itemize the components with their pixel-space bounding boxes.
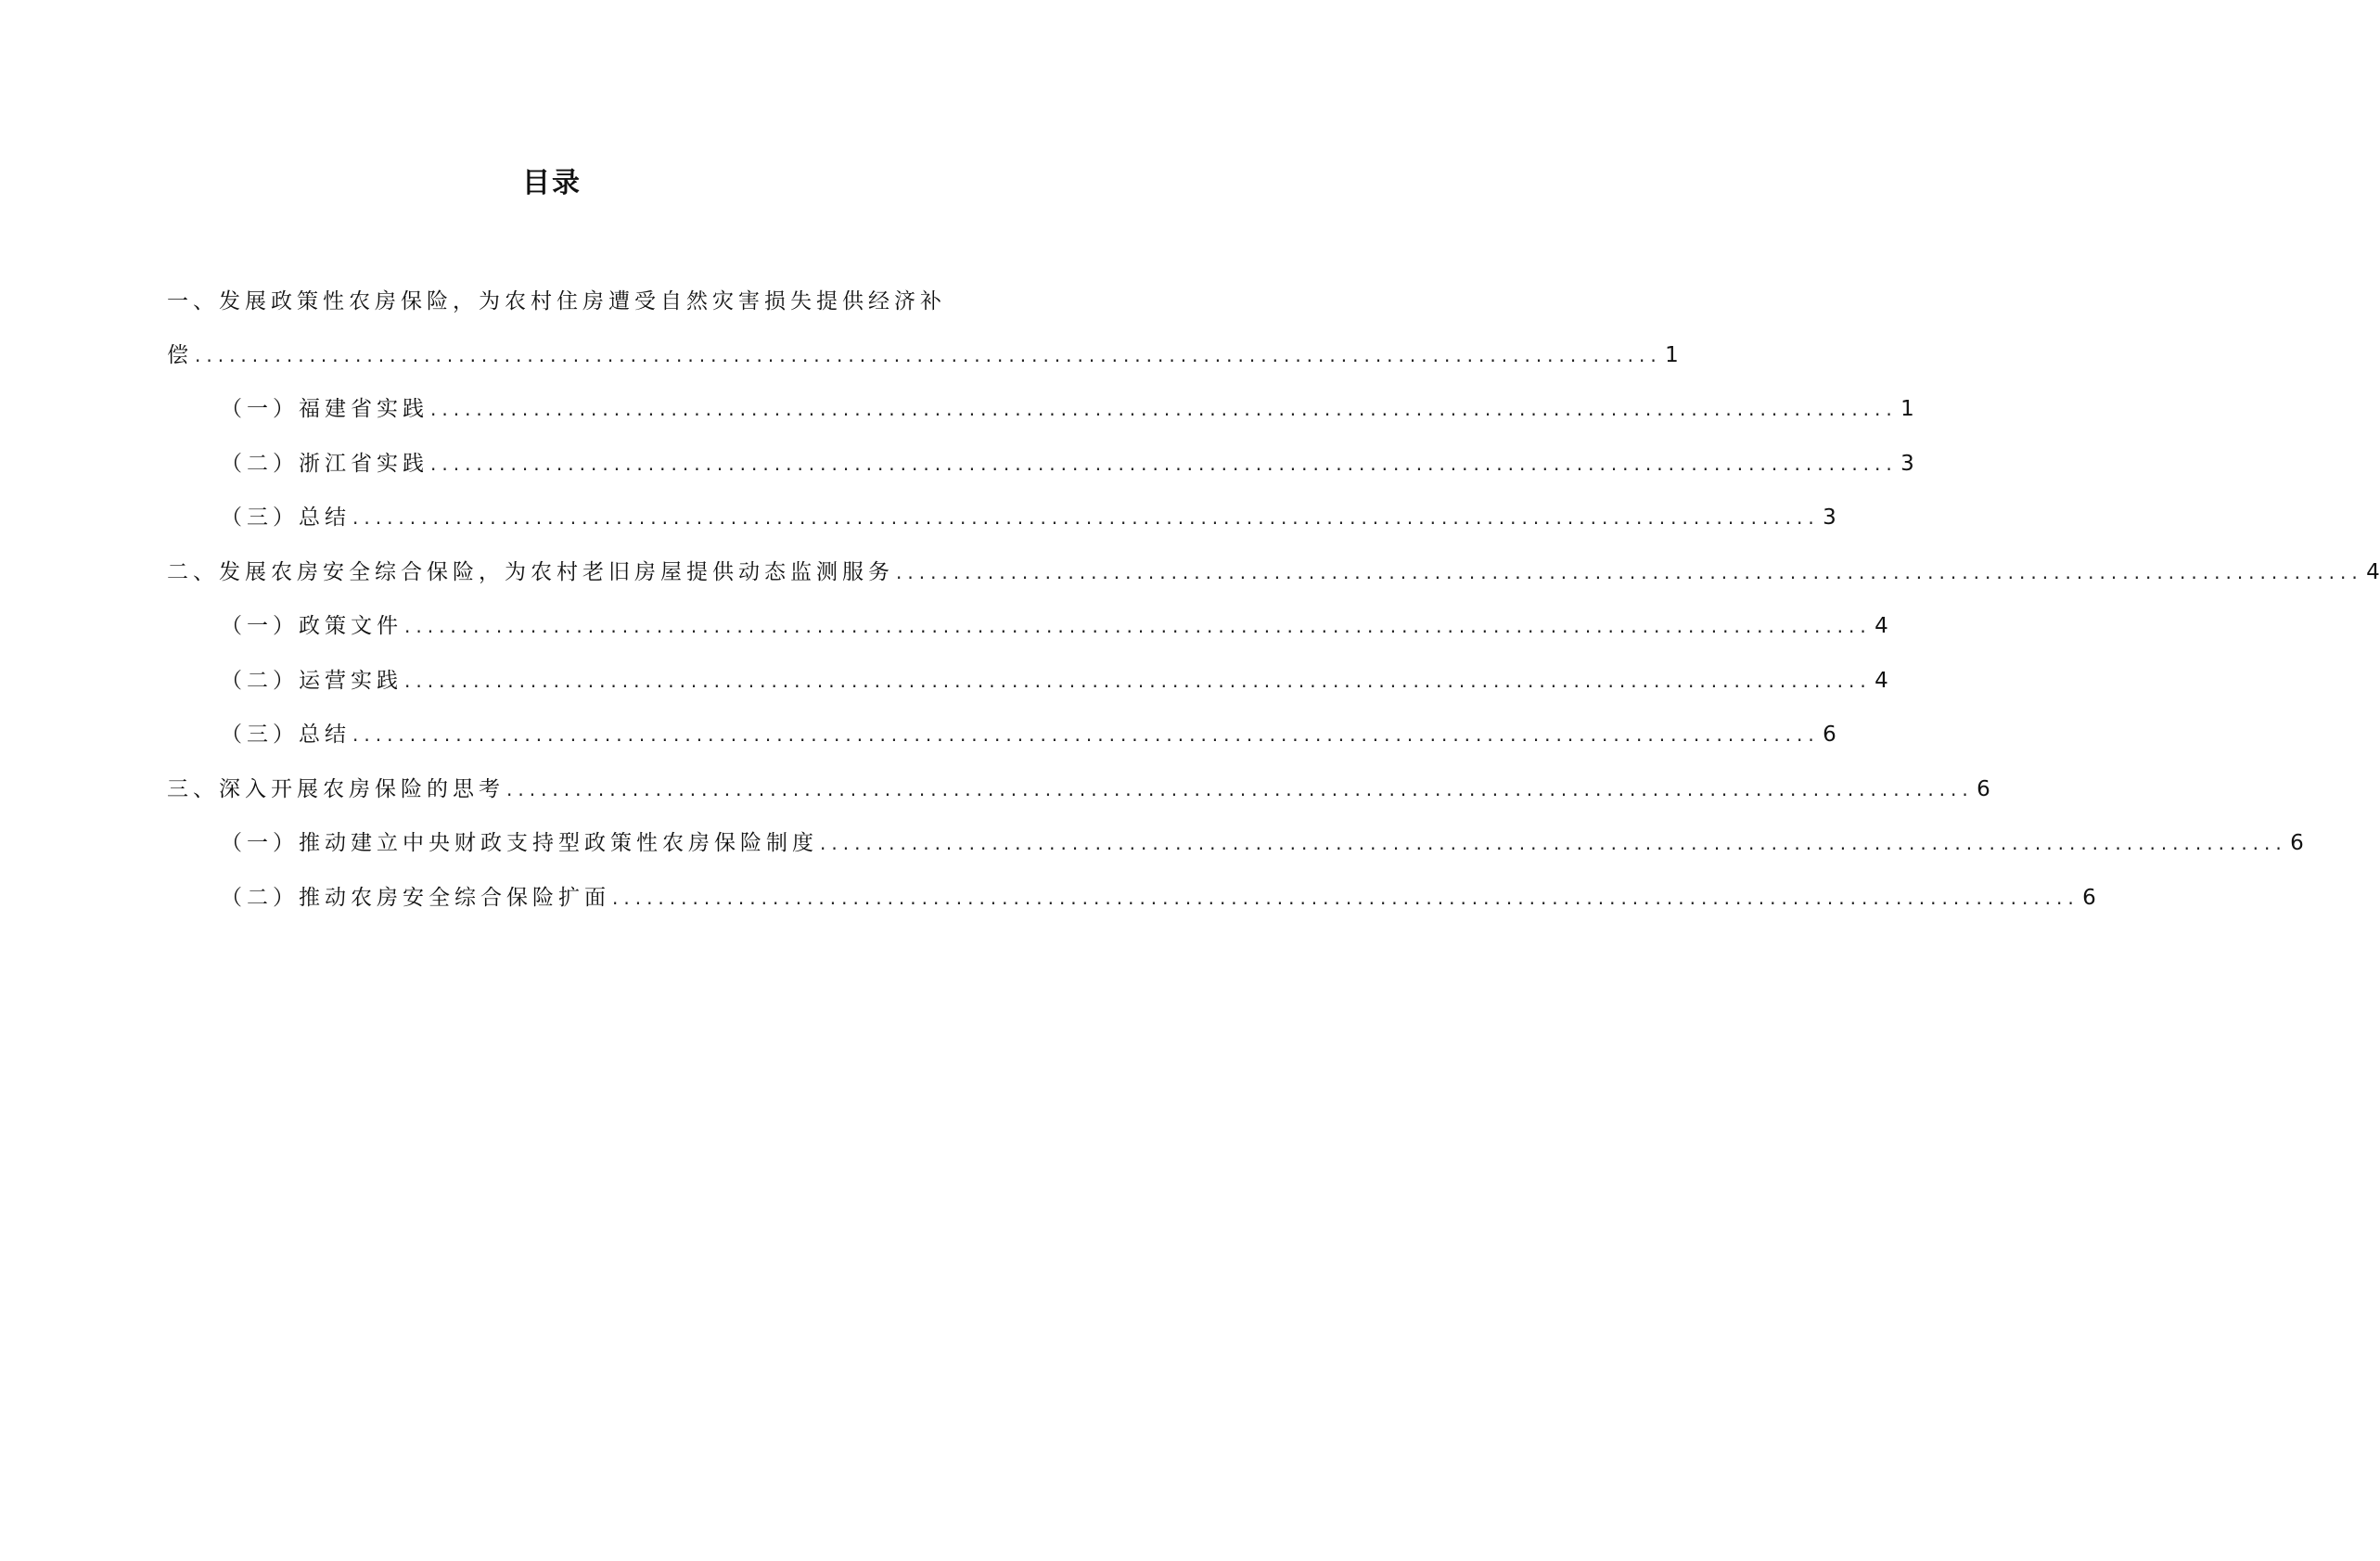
toc-entry-2[interactable] <box>167 554 2380 591</box>
toc-page-number: 4 <box>2366 560 2380 584</box>
toc-entry-1-line-2[interactable] <box>167 337 1679 374</box>
toc-entry-3-2[interactable] <box>221 879 2096 916</box>
page-title: 目录 <box>522 167 582 199</box>
dot-leader: ................................................................................................................................ <box>404 670 1872 692</box>
toc-entry-label: （一）推动建立中央财政支持型政策性农房保险制度 <box>221 831 818 855</box>
toc-page-number: 1 <box>1900 397 1914 421</box>
toc-page-number: 6 <box>1977 777 1990 801</box>
toc-page-number: 3 <box>1823 505 1836 530</box>
toc-entry-label: 偿 <box>167 343 193 367</box>
toc-page-number: 4 <box>1875 669 1888 693</box>
dot-leader: ................................................................................................................................ <box>612 887 2079 909</box>
toc-page-number: 6 <box>2290 831 2304 855</box>
toc-entry-1-2[interactable] <box>221 445 1914 482</box>
dot-leader: ................................................................................................................................ <box>896 561 2363 583</box>
toc-page-number: 6 <box>1823 723 1836 747</box>
toc-entry-1-line-1[interactable]: 一、发展政策性农房保险，为农村住房遭受自然灾害损失提供经济补 <box>167 289 946 313</box>
toc-entry-label: （二）运营实践 <box>221 669 403 693</box>
toc-entry-label: （一）政策文件 <box>221 614 403 638</box>
toc-entry-label: （二）浙江省实践 <box>221 452 429 476</box>
toc-entry-3-1[interactable] <box>221 825 2304 862</box>
toc-entry-label: 二、发展农房安全综合保险，为农村老旧房屋提供动态监测服务 <box>167 560 894 584</box>
toc-page-number: 3 <box>1900 452 1914 476</box>
dot-leader: ................................................................................................................................ <box>820 832 2287 854</box>
toc-entry-label: （一）福建省实践 <box>221 397 429 421</box>
dot-leader: ................................................................................................................................ <box>195 344 1662 366</box>
toc-entry-1-1[interactable] <box>221 390 1914 428</box>
toc-page-number: 4 <box>1875 614 1888 638</box>
dot-leader: ................................................................................................................................ <box>506 778 1974 800</box>
toc-entry-label: 三、深入开展农房保险的思考 <box>167 777 505 801</box>
toc-page-number: 1 <box>1665 343 1679 367</box>
toc-entry-3[interactable] <box>167 771 1990 808</box>
toc-entry-2-3[interactable] <box>221 716 1836 753</box>
dot-leader: ................................................................................................................................ <box>352 506 1820 529</box>
dot-leader: ................................................................................................................................ <box>430 398 1898 420</box>
dot-leader: ................................................................................................................................ <box>404 615 1872 637</box>
toc-page-number: 6 <box>2082 886 2096 910</box>
toc-entry-2-1[interactable] <box>221 608 1888 645</box>
toc-entry-2-2[interactable] <box>221 662 1888 699</box>
toc-entry-label: （二）推动农房安全综合保险扩面 <box>221 886 610 910</box>
dot-leader: ................................................................................................................................ <box>352 723 1820 746</box>
dot-leader: ................................................................................................................................ <box>430 453 1898 475</box>
toc-entry-1-3[interactable] <box>221 499 1836 536</box>
toc-entry-label: （三）总结 <box>221 505 351 530</box>
toc-entry-label: （三）总结 <box>221 723 351 747</box>
